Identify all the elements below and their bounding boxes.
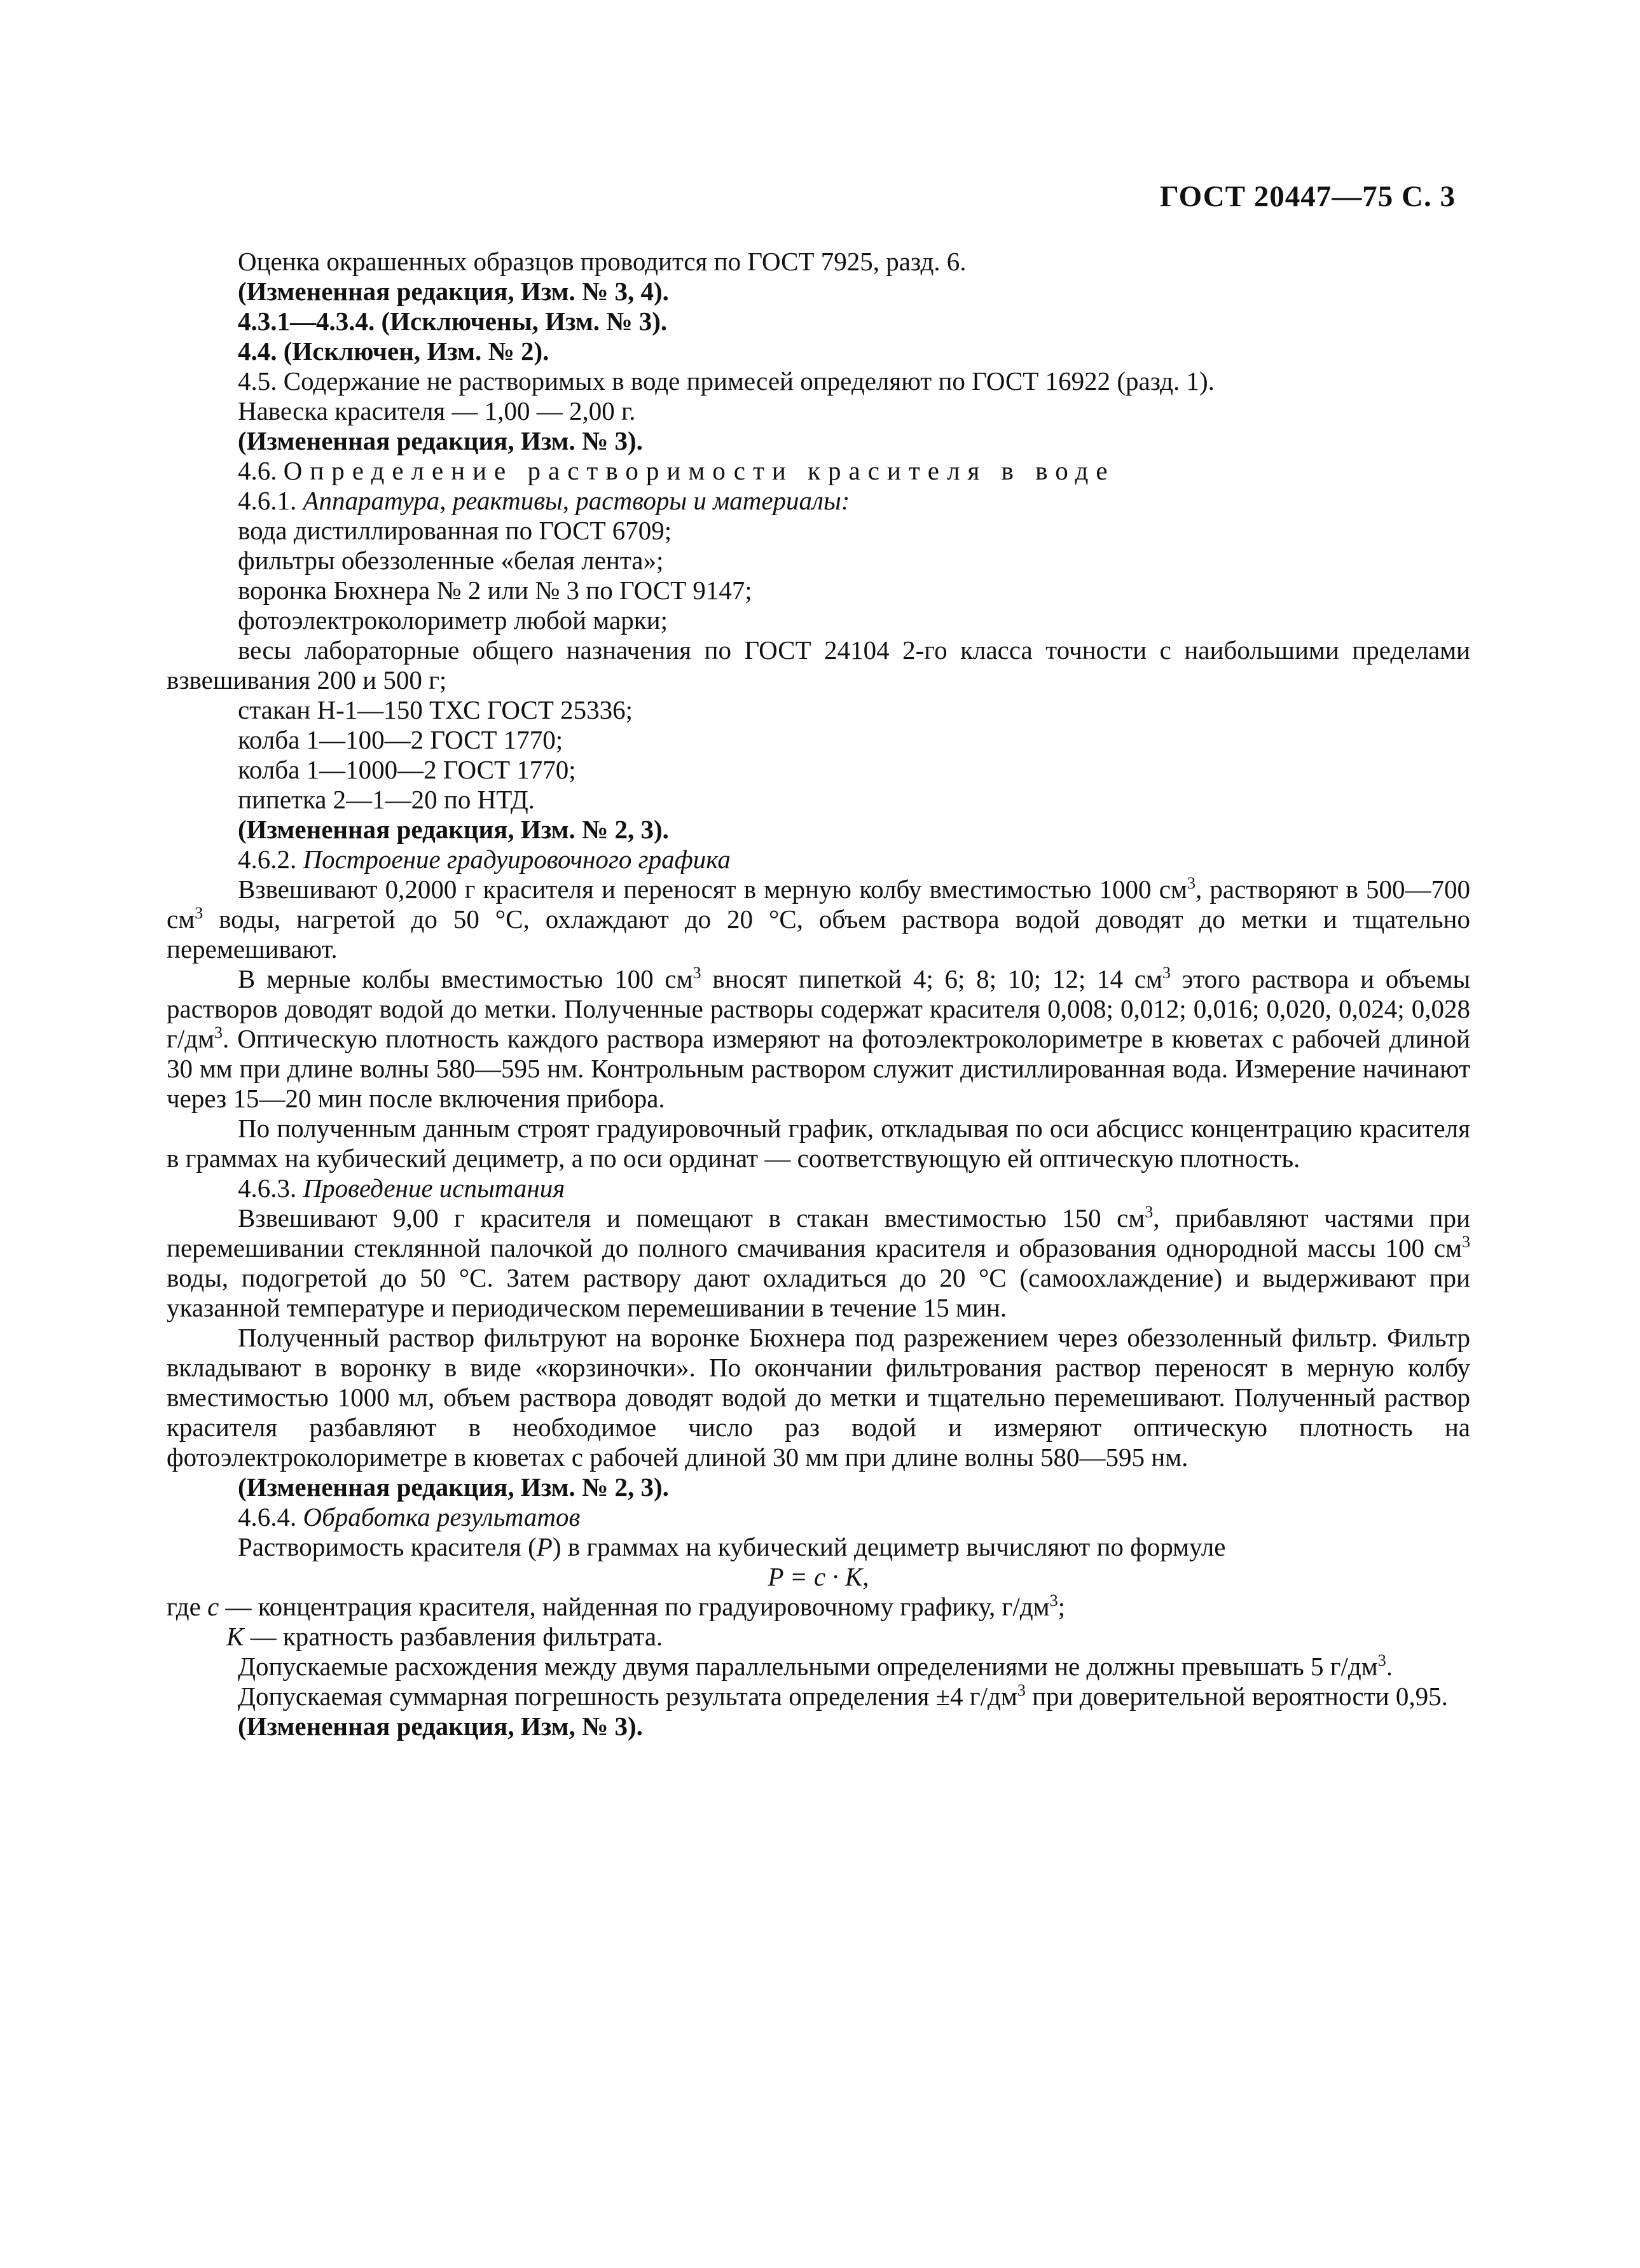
text-run: Растворимость красителя ( [238,1532,537,1561]
text-run: Взвешивают 9,00 г красителя и помещают в стакан вместимостью 150 см [238,1203,1145,1233]
text-run: вносят пипеткой 4; 6; 8; 10; 12; 14 см [701,964,1162,993]
list-item: вода дистиллированная по ГОСТ 6709; [238,516,672,545]
amendment-note: (Измененная редакция, Изм. № 3, 4). [238,277,669,306]
subsection-heading [167,1502,1470,1532]
text-run: . Оптическую плотность каждого раствора измеряют на фотоэлектроколориметре в кюветах с рабочей длиной 30 мм при длине волны 580—595 нм. Контрольным раствором служит дистиллированная вода. Измерение начинают через 15—20 мин после включения прибора. [167,1024,1470,1113]
text-run: В мерные колбы вместимостью 100 см [238,964,693,993]
text-run: воды, нагретой до 50 °С, охлаждают до 20 °С, объем раствора водой доводят до метки и тщательно перемешивают. [167,904,1470,964]
list-item: колба 1—100—2 ГОСТ 1770; [238,725,563,754]
paragraph: Оценка окрашенных образцов проводится по ГОСТ 7925, разд. 6. [238,247,967,276]
superscript: 3 [1145,1203,1154,1221]
list-item: фильтры обеззоленные «белая лента»; [238,546,664,575]
subsection-title: Проведение испытания [303,1173,565,1203]
formula-legend [167,1592,1470,1622]
text-run: при доверительной вероятности 0,95. [1025,1682,1448,1711]
clause-number: 4.6.2. [238,845,297,874]
superscript: 3 [1462,1233,1470,1251]
amendment-note: (Измененная редакция, Изм. № 2, 3). [238,1472,669,1502]
amendment-note: (Измененная редакция, Изм. № 2, 3). [238,815,669,844]
text-run: Полученный раствор фильтруют на воронке Бюхнера под разрежением через обеззоленный фильтр. Фильтр вкладывают в воронку в виде «корзиночки». По окончании фильтрования раствор переносят в мерную колбу вместимостью 1000 мл, объем раствора доводят водой до метки и тщательно перемешивают. Полученный раствор красителя разбавляют в необходимое число раз водой и измеряют оптическую плотность на фотоэлектроколориметре в кюветах с рабочей длиной 30 мм при длине волны 580—595 нм. [167,1323,1470,1472]
clause-note: 4.4. (Исключен, Изм. № 2). [238,336,549,366]
text-run: — концентрация красителя, найденная по градуировочному графику, г/дм [219,1592,1050,1621]
text-run: . [1386,1652,1393,1681]
paragraph: 4.5. Содержание не растворимых в воде примесей определяют по ГОСТ 16922 (разд. 1). [238,366,1215,396]
list-item: стакан Н-1—150 ТХС ГОСТ 25336; [238,695,633,724]
section-title: Определение растворимости красителя в воде [283,456,1115,485]
amendment-note: (Измененная редакция, Изм. № 3). [238,426,643,455]
paragraph [167,964,1470,1114]
clause-note: 4.3.1—4.3.4. (Исключены, Изм. № 3). [238,307,668,336]
paragraph [167,1323,1470,1472]
list-item: воронка Бюхнера № 2 или № 3 по ГОСТ 9147; [238,576,752,605]
subsection-heading [167,486,1470,516]
list-item: фотоэлектроколориметр любой марки; [238,605,668,635]
symbol-c: c [207,1592,219,1621]
formula: P = c · K, [768,1562,869,1591]
paragraph [167,1532,1470,1562]
text-run: , растворяют в 500—700 см [167,875,1470,934]
superscript: 3 [1377,1651,1386,1670]
superscript: 3 [195,904,203,922]
clause-number: 4.6.3. [238,1173,297,1203]
superscript: 3 [693,964,701,982]
clause-number: 4.6.1. [238,486,297,515]
clause-number: 4.6. [238,456,277,485]
text-run: Допускаемая суммарная погрешность результата определения ±4 г/дм [238,1682,1017,1711]
subsection-title: Аппаратура, реактивы, растворы и материалы: [303,486,850,515]
superscript: 3 [1017,1681,1026,1699]
text-run: — кратность разбавления фильтрата. [244,1622,663,1651]
paragraph [167,1682,1470,1711]
text-run: Допускаемые расхождения между двумя параллельными определениями не должны превышать 5 г/дм [238,1652,1378,1681]
subsection-title: Построение градуировочного графика [303,845,731,874]
section-heading [167,456,1470,486]
paragraph [167,875,1470,964]
paragraph [167,1114,1470,1173]
text-run: этого раствора и объемы растворов доводят водой до метки. Полученные растворы содержат красителя 0,008; 0,012; 0,016; 0,020, 0,024; 0,028 г/дм [167,964,1470,1053]
paragraph [167,1203,1470,1323]
list-item: колба 1—1000—2 ГОСТ 1770; [238,755,576,784]
text-run: где [167,1592,208,1621]
superscript: 3 [1187,874,1196,892]
text-run: По полученным данным строят градуировочный график, откладывая по оси абсцисс концентрацию красителя в граммах на кубический дециметр, а по оси ординат — соответствующую ей оптическую плотность. [167,1114,1470,1173]
amendment-note: (Измененная редакция, Изм, № 3). [238,1711,643,1741]
text-run: воды, подогретой до 50 °С. Затем раствору дают охладиться до 20 °С (самоохлаждение) и выдерживают при указанной температуре и периодическом перемешивании в течение 15 мин. [167,1263,1470,1322]
text-run: , прибавляют частями при перемешивании стеклянной палочкой до полного смачивания красителя и образования однородной массы 100 см [167,1203,1471,1262]
superscript: 3 [1162,964,1171,982]
superscript: 3 [1049,1591,1058,1610]
text-run: ) в граммах на кубический дециметр вычисляют по формуле [552,1532,1226,1561]
subsection-heading [167,845,1470,875]
superscript: 3 [214,1023,223,1042]
page-header: ГОСТ 20447—75 С. 3 [1159,180,1456,213]
paragraph [167,1652,1470,1682]
list-item-text: весы лабораторные общего назначения по ГОСТ 24104 2-го класса точности с наибольшими пределами взвешивания 200 и 500 г; [167,635,1470,695]
document-body [167,247,1470,1741]
text-run: Взвешивают 0,2000 г красителя и переносят в мерную колбу вместимостью 1000 см [238,875,1187,904]
subsection-title: Обработка результатов [303,1502,581,1532]
clause-number: 4.6.4. [238,1502,297,1532]
symbol-k: K [226,1622,244,1651]
list-item: пипетка 2—1—20 по НТД. [238,785,535,814]
text-run: ; [1058,1592,1065,1621]
subsection-heading [167,1173,1470,1203]
formula-legend [167,1622,1470,1652]
list-item [167,635,1470,695]
symbol-p: P [536,1532,553,1561]
paragraph: Навеска красителя — 1,00 — 2,00 г. [238,396,636,425]
